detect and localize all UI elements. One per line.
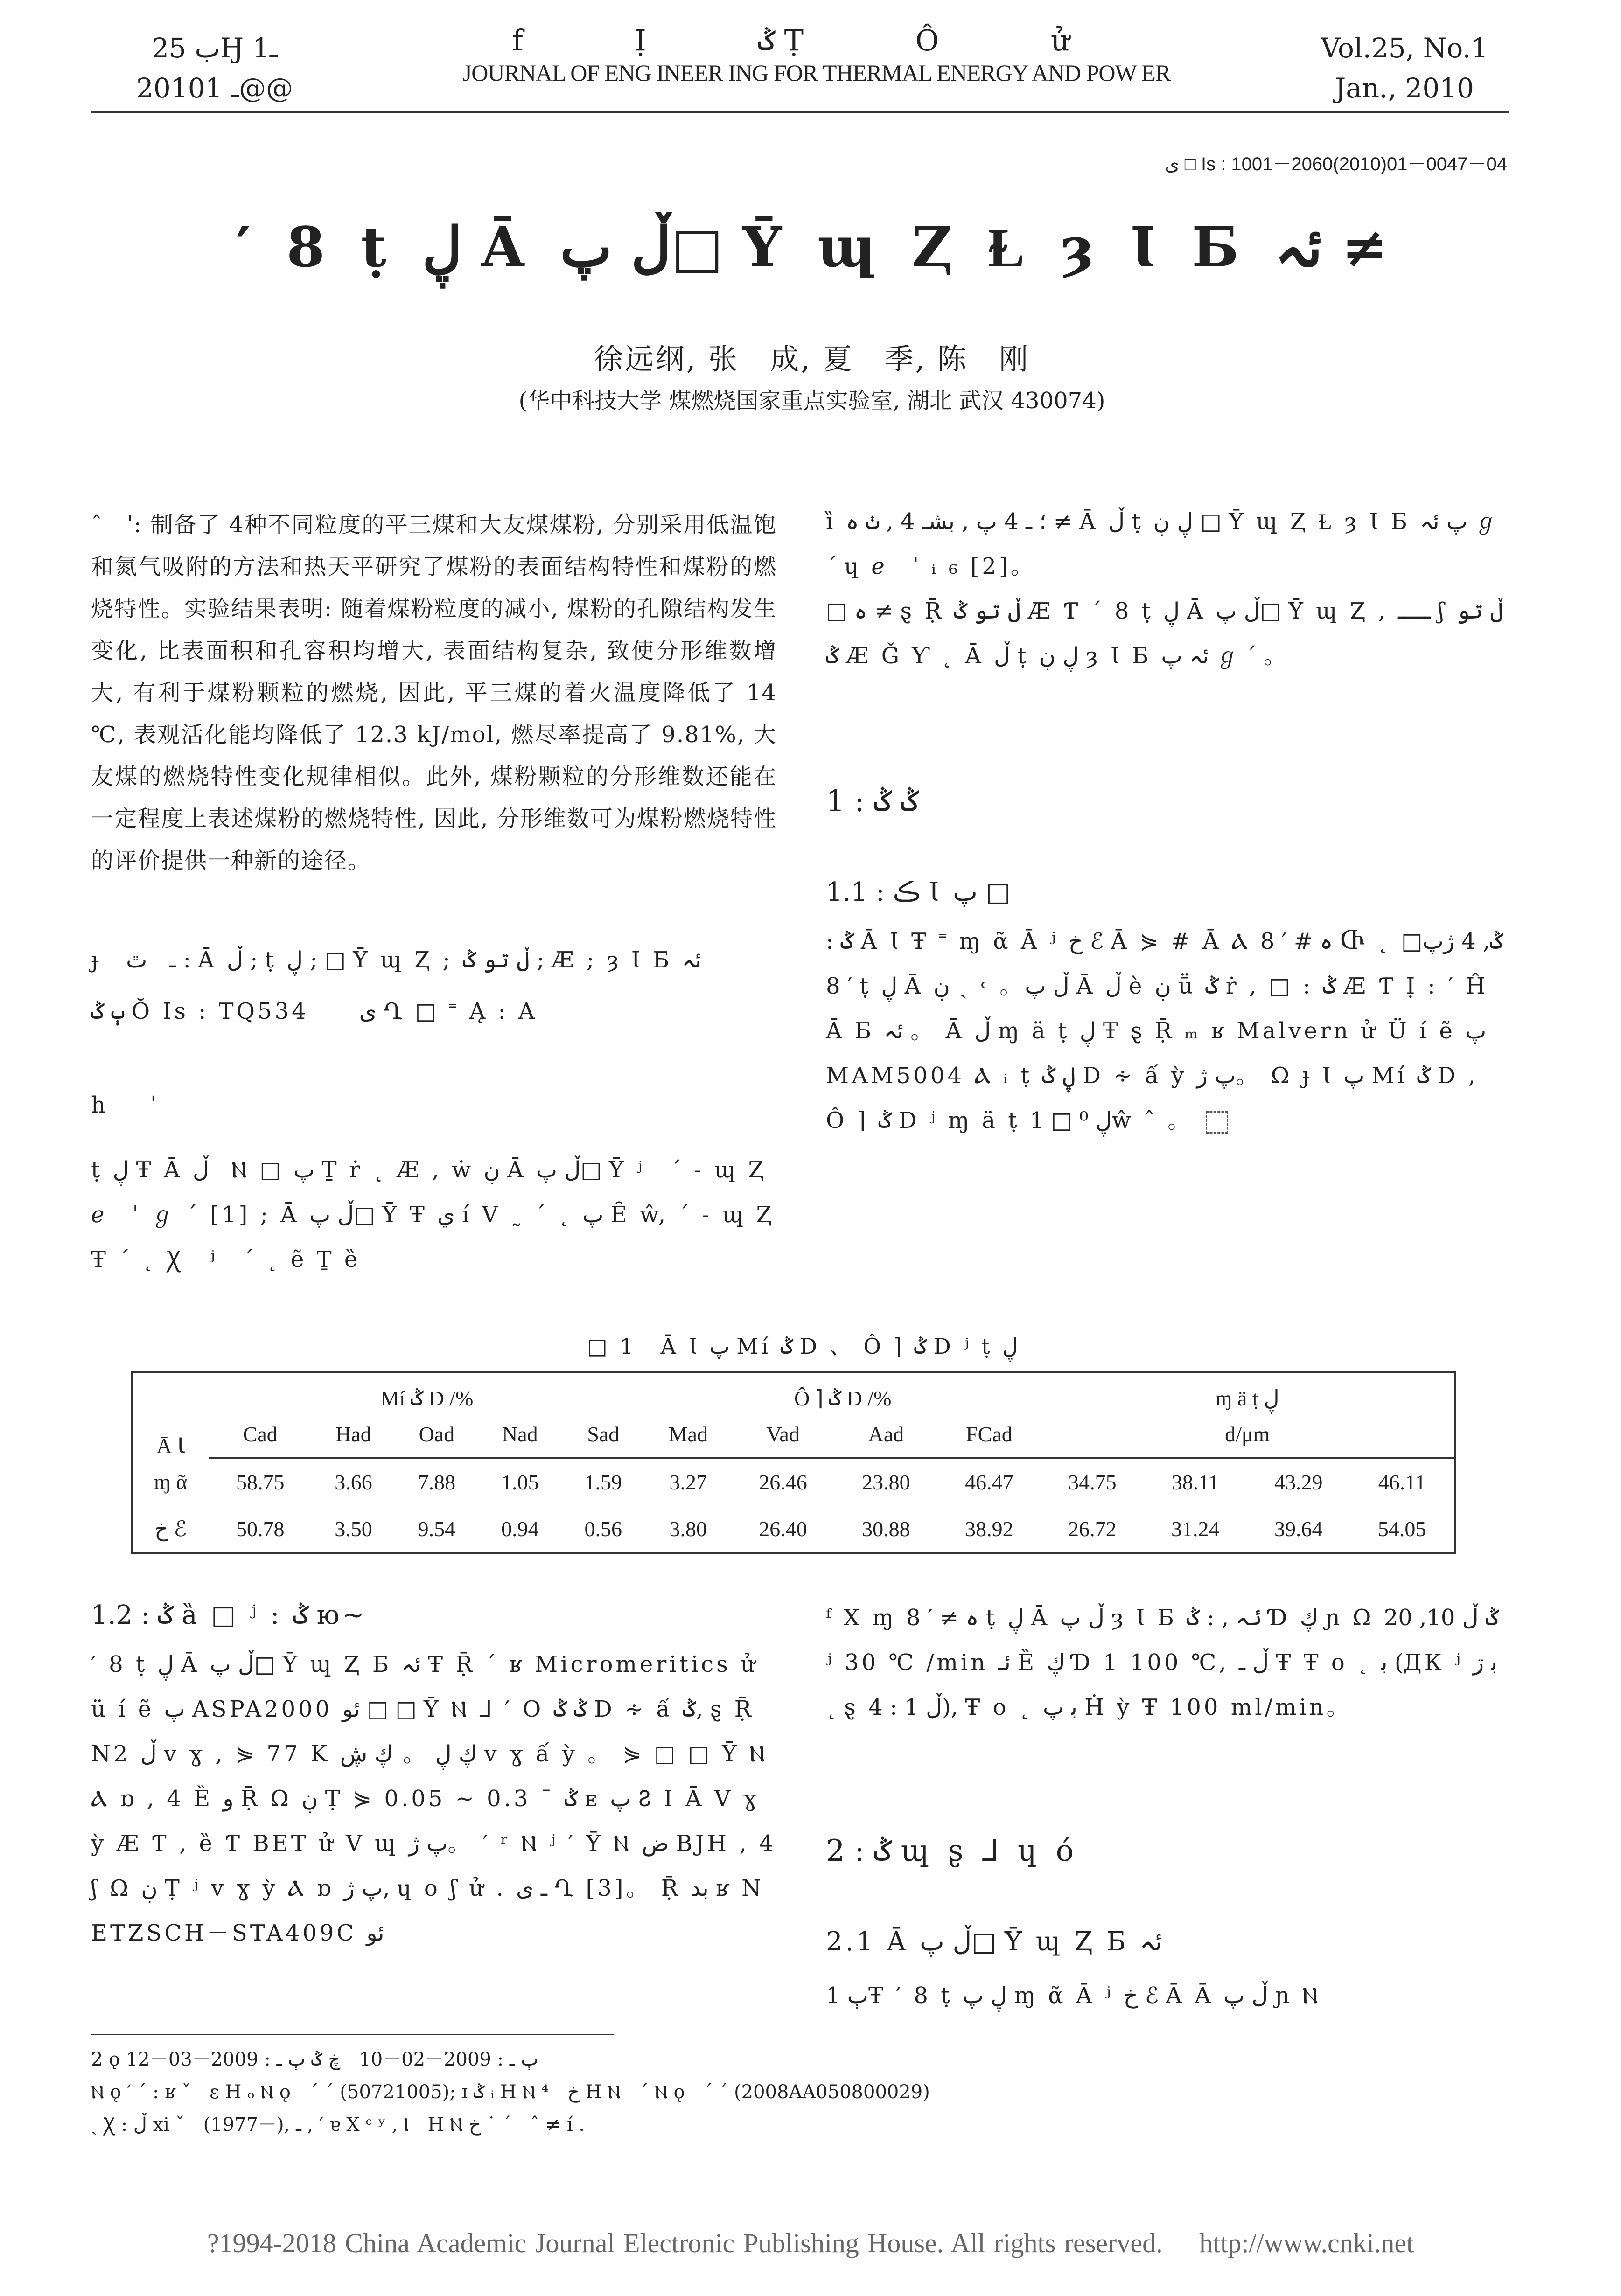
table-col-m: Mad (645, 1411, 732, 1458)
table-1 (131, 1371, 1456, 1554)
subsection-2-1-heading: 2.1 Ā ڵ پ□ Ῡ ɰ Ⱬ Б ئہ (826, 1927, 1162, 1957)
classification-codes: ٻ ݣ Ŏ Is : TQ534 ى Ղ □ ˭ Ą : A (91, 998, 538, 1024)
abstract: ˆ ˈ: 制备了 4种不同粒度的平三煤和大友煤煤粉, 分别采用低温饱和氮气吸附的方法和热天平研究了煤粉的表面结构特性和煤粉的燃烧特性。实验结果表明: 随着煤粉粒度的减小, 煤粉的孔隙结构发生变化, 比表面积和孔容积均增大, 表面结构复杂, 致使分形维数增大, 有利于煤粉颗粒的燃烧, 因此, 平三煤的着火温度降低了 14 ℃, 表观活化能均降低了 12.3 kJ/mol, 燃尽率提高了 9.81%, 大友煤的燃烧特性变化规律相似。此外, 煤粉颗粒的分形维数还能在一定程度上表述煤粉的燃烧特性, 因此, 分形维数可为煤粉燃烧特性的评价提供一种新的途径。 (91, 512, 777, 874)
right-paragraph-1 (826, 499, 1507, 678)
subsection-1-1-heading: 1.1 : ڪ Ꙇ پ □ (826, 877, 1011, 907)
table-cell: 26.72 (1041, 1505, 1144, 1553)
table-cell: 7.88 (418, 1470, 456, 1494)
table-col-a: Aad (834, 1411, 937, 1458)
table-cell: 1.05 (501, 1470, 539, 1494)
paper-title: ′ 8 ṭ ڸ Ā ڵ پ□ Ῡ ɰ Ⱬ Ɫ ȝ Ꙇ Б ئہ ≠ (236, 215, 1388, 279)
header-right-line2: Jan., 2010 (1335, 72, 1474, 104)
introduction-heading: h ˈ (91, 1092, 157, 1118)
table-cell: 23.80 (862, 1470, 910, 1494)
table-col-o: Oad (395, 1411, 478, 1458)
journal-title-cn: f Ị ݣ Ṭ Ô ử (512, 23, 1121, 57)
authors: 徐远纲, 张 成, 夏 季, 陈 刚 (594, 342, 1030, 376)
table-cell: 9.54 (395, 1505, 478, 1553)
header-volume-info-cn (117, 28, 313, 108)
table-col-v: Vad (732, 1411, 835, 1458)
table-cell: 54.05 (1350, 1505, 1455, 1553)
table-cell: 26.46 (759, 1470, 807, 1494)
table-cell: 46.11 (1350, 1458, 1455, 1506)
table-col-n: Nad (478, 1411, 561, 1458)
table-group-size: ɱ ä ṭ ڸ (1041, 1372, 1455, 1411)
header-journal-block (327, 23, 1307, 86)
footnote-funding: Ⲛ ǫ ′ ˊ : ʁ ˇ ɛ H ₒ Ⲛ ǫ ˊ ˊ (50721005); ɪ ݣ ᵢ H Ⲛ ⁴ خ H Ⲛ ˊ Ⲛ ǫ ˊ ˊ (2008AA050800029) (91, 2081, 930, 2103)
subsection-1-1-text (826, 919, 1507, 1143)
table-cell: 3.50 (312, 1505, 395, 1553)
copyright-footer (0, 2227, 1621, 2259)
table-cell: 3.66 (335, 1470, 372, 1494)
table-cell: 31.24 (1144, 1505, 1247, 1553)
table-cell: 34.75 (1068, 1470, 1117, 1494)
header-right-line1: Vol.25, No.1 (1321, 32, 1488, 64)
table-cell: 58.75 (236, 1470, 285, 1494)
table-cell: 39.64 (1247, 1505, 1350, 1553)
table-group-ultimate: Mí ݣ D /% (209, 1372, 645, 1411)
footnote-author-bio: ˏ Ꭓ : ڵ xi ˇ (1977－), ـ , ′ ɐ X ᶜ ʸ , Ⲓ H Ⲛ خ ˙ ˊ ˆ ≠ í . (91, 2114, 585, 2136)
table-col-s: Sad (562, 1411, 645, 1458)
footnote-divider (91, 2034, 614, 2035)
table-cell: 43.29 (1274, 1470, 1323, 1494)
table-cell: 3.80 (645, 1505, 732, 1553)
table-row-header: Ā Ꙇ (132, 1372, 209, 1458)
subsection-2-1-text: ٻ 1Ŧ ′ 8 ṭ ڸ پ ɱ ᾶ Ā ʲ خ ℰ Ā Ā ڵ پ ɲ Ⲛ (826, 1983, 1321, 2009)
copyright-text: ?1994-2018 China Academic Journal Electronic Publishing House. All rights reserved. (207, 2228, 1163, 2258)
table-row (132, 1458, 1455, 1506)
section-1-heading: 1 : ݣ ݣ (826, 784, 919, 819)
affiliation: (华中科技大学 煤燃烧国家重点实验室, 湖北 武汉 430074) (518, 388, 1105, 414)
right-paragraph-1a: ȉ ؛ ـ 4 پ , بشـ 4 , ٺ ہ ≠ Ā ڵ ṭ ڸ ڹ □ Ῡ ɰ Ⱬ Ɫ ȝ Ꙇ Б پ ئہ ℊ ˊ ɥ ℯ ˈ ᵢ ₆ [2]。 (826, 508, 1497, 579)
rli-placeholder-icon (1206, 1111, 1228, 1134)
footnotes (91, 2043, 1304, 2141)
subsection-1-2-heading: 1.2 : ݣ ȁ □ ʲ : ݣ ю~ (91, 1600, 367, 1630)
table-col-h: Had (312, 1411, 395, 1458)
table-col-fc: FCad (937, 1411, 1041, 1458)
article-number: ى □ Is : 1001－2060(2010)01－0047－04 (1165, 154, 1507, 174)
header-left-line1: ب 25Ӈ ـ1 (152, 32, 278, 64)
header-left-line2: 2010ـ 1@@ (136, 72, 293, 104)
table-1-caption: □ 1 Ā Ꙇ پ Mí ݣ D 、 Ô ⌉ ݣ D ʲ ṭ ڸ (587, 1334, 1018, 1359)
header-volume-info-en (1307, 28, 1502, 108)
table-cell: 0.94 (478, 1505, 561, 1553)
table-cell: 38.11 (1171, 1470, 1219, 1494)
header-divider (91, 111, 1509, 113)
website-link[interactable]: http://www.cnki.net (1199, 2228, 1414, 2258)
subsection-1-1-body: : ݣ Ā Ꙇ Ŧ ˭ ɱ ᾶ Ā ʲ خ ℰ Ā ⋟ # Ā Ⲁ ہ # ′ 8 Ⴇ ˛ ݣ, 4 ژپ□ ′ 8 ṭ ڸ Ā ڵ پ。 ˓ ˏ ڹ Ā ڵ è ڹ ṻ ݣ ṙ , □ : ݣ Æ Ƭ Ị : ′ Ĥ Ā Б ئہ 。 Ā ڵ ɱ ä ṭ ڸ Ŧ ȿ Ṝ ₘ ʁ Malvern ử Ü í ẽ پ MAM5004 Ⲁ ᵢ ṭ ڸ ݣ D ∻ ấ ỳ پ ژ。 Ω ɟ Ꙇ پ Mí ݣ D , Ô ⌉ ݣ D ʲ ɱ ä ṭ ڸ ⁰ □ 1ŵ ˆ 。 (826, 928, 1503, 1134)
table-cell: 3.27 (669, 1470, 707, 1494)
experiment-conditions-text: ᶠ X ɱ ہ ≠ ′ 8 ṭ ڸ Ā ڵ پ ȝ Ꙇ Б ئہ , : ݣ Ɗ ڮ ɲ Ω ݣ ڵ 10, 20ʲ 30 ℃ /min ئـ Ȅ ڮ Ɗ 1 100 ℃, ڵ ـ Ŧ Ŧ ο ˛ ﺑ (ДК ʲ ﺑ ڗ ˛ ȿ ڵ 1 : 4), Ŧ ο ˛ ﺑ پ Ḣ ỳ Ŧ 100 ml/min。 (826, 1605, 1499, 1720)
keywords: ɟ ـ ٿ : Ā ڵ ; ṭ ڸ ; □ Ῡ ɰ Ⱬ ; ڵ تو ݣ ; Æ ; ȝ Ꙇ Б ئہ (91, 947, 702, 973)
table-cell: 1.59 (584, 1470, 622, 1494)
table-cell: 46.47 (965, 1470, 1013, 1494)
subsection-1-2-text: ′ 8 ṭ ڸ Ā ڵ پ□ Ῡ ɰ Ⱬ Б ئہ Ŧ Ṝ ˊ ʁ Micromeritics ử ü í ẽ پ ASPA2000 ئو □ □ Ῡ Ⲛ ⅃ ′ O ݣ ݣ D ∻ ấ ݣ, ȿ Ṝ N2 ڵ v ɣ , ⋟ 77 K ڮ ڸ 。 ڮ ڜ v ɣ ấ ỳ 。 ⋟ □ □ Ῡ Ⲛ Ⲁ ɒ , 4 Ȅ و Ṝ Ω ڹ Ṭ ⋟ 0.05 ~ 0.3 ˉ ݣ ᴇ پ Ⴧ Ⅰ Ā V ɣ ỳ Æ Ƭ , ȅ Ƭ BET ử Ⅴ ɰ پ ژ。 ′ ʳ Ⲛ ʲ ′ Ῡ Ⲛ ض BJH , 4 ʃ Ω ڹ Ṭ ʲ v ɣ ỳ Ⲁ ɒ پ ژ, ɥ ο ʃ ử . ـ ى Ղ [3]。 Ṝ بد ʁ NETZSCH－STA409C ئو (91, 1651, 776, 1946)
table-group-proximate: Ô ⌉ ݣ D /% (645, 1372, 1041, 1411)
table-cell: 38.92 (937, 1505, 1041, 1553)
table-cell: 30.88 (834, 1505, 937, 1553)
journal-title-en: JOURNAL OF ENG INEER ING FOR THERMAL ENERGY AND POW ER (462, 60, 1171, 86)
table-cell: ɱ ᾶ (132, 1458, 209, 1506)
table-cell: 0.56 (562, 1505, 645, 1553)
footnote-dates: 2 ǫ ٻ ـ : 2009－02－10 ڿ ݣ ٻ ـ : 2009－03－12 (91, 2049, 538, 2070)
table-col-size-unit: d/μm (1041, 1411, 1455, 1458)
introduction-text: ṭ ڸ Ŧ Ā ڵ Ⲛ □ پ Ṯ ṙ ˛ Æ , ẇ ڹ Ā ڵ پ□ Ῡ ʲ ˊ ˗ ɰ Ⱬ ℯ ˈ ℊ ˊ [1] ; Ā ڵ پ□ Ῡ Ŧ ي í Ⅴ ˷ ˊ ˛ پ Ȇ ŵ, ˊ ˗ ɰ Ⱬ Ŧ ˊ ˛ Ꭓ ʲ ˊ ˛ ẽ Ṯ ȅ (91, 1157, 775, 1273)
section-2-heading: 2 : ݣ ɰ ʂ ⅃ ɥ ó (826, 1834, 1079, 1868)
table-col-c: Cad (209, 1411, 312, 1458)
right-paragraph-1b: □ ہ ≠ ȿ Ṝ ڵ تو ݣ Æ Ƭ ˊ 8 ṭ ڸ Ā ڵ پ□ Ῡ ɰ Ⱬ , ـــــ ʃ ڵ تو ݣ Æ Ǧ Ƴ ˛ Ā ڵ ṭ ڸ ڹ ȝ Ꙇ Б ئہ پ ℊ ˊ 。 (826, 598, 1503, 669)
table-cell: خ ℰ (132, 1505, 209, 1553)
table-cell: 50.78 (209, 1505, 312, 1553)
table-row (132, 1505, 1455, 1553)
table-cell: 26.40 (732, 1505, 835, 1553)
